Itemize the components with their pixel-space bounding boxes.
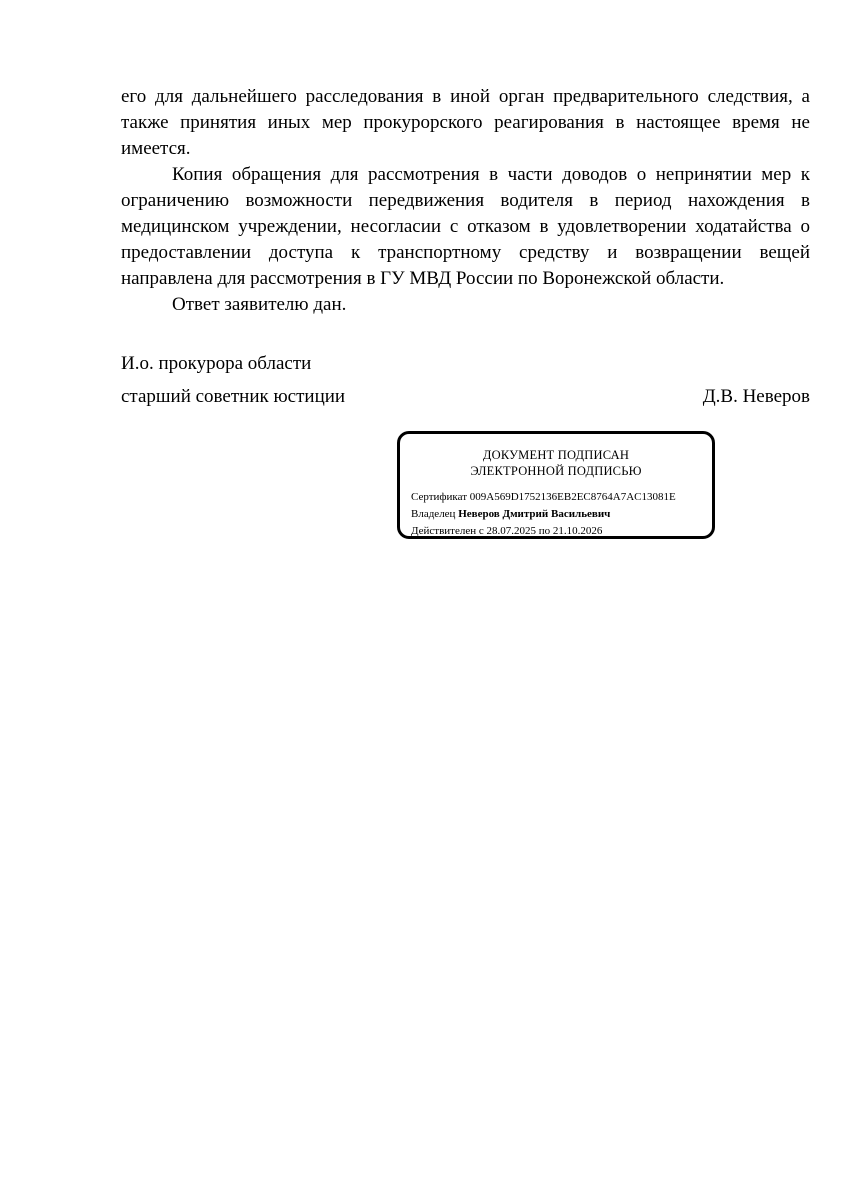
paragraph-answer-given: Ответ заявителю дан. [172, 294, 347, 315]
valid-to: 21.10.2026 [552, 525, 603, 537]
valid-label: Действителен с [411, 525, 484, 537]
valid-from: 28.07.2025 [486, 525, 537, 537]
stamp-owner-row [411, 507, 610, 521]
stamp-title-line2: ЭЛЕКТРОННОЙ ПОДПИСЬЮ [470, 464, 642, 478]
stamp-certificate-row [411, 490, 676, 504]
letter-body [121, 84, 810, 318]
paragraph-copy-forwarded: Копия обращения для рассмотрения в части доводов о непринятии мер к ограничению возможности передвижения водителя в период нахождения в медицинском учреждении, несогласии с отказом в удовлетворении ходатайства о предоставлении доступа к транспортному средству и возвращении вещей направлена для рассмотрения в ГУ МВД России по Воронежской области. [121, 164, 810, 289]
signatory-position-line2 [121, 384, 810, 410]
signatory-rank: старший советник юстиции [121, 386, 346, 407]
stamp-validity-row [411, 524, 602, 538]
electronic-signature-stamp [397, 431, 715, 539]
certificate-label: Сертификат [411, 491, 467, 503]
signatory-position: И.о. прокурора области [121, 353, 312, 374]
signatory-name: Д.В. Неверов [702, 386, 810, 407]
stamp-title [400, 447, 712, 479]
owner-value: Неверов Дмитрий Васильевич [458, 508, 611, 520]
signatory-position-line1 [121, 351, 810, 377]
valid-to-label: по [538, 525, 551, 537]
certificate-value: 009A569D1752136EB2EC8764A7AC13081E [469, 491, 676, 503]
paragraph-continuation: его для дальнейшего расследования в иной орган предварительного следствия, а также принятия иных мер прокурорского реагирования в настоящее время не имеется. [121, 86, 810, 159]
owner-label: Владелец [411, 508, 456, 520]
stamp-title-line1: ДОКУМЕНТ ПОДПИСАН [482, 448, 630, 462]
